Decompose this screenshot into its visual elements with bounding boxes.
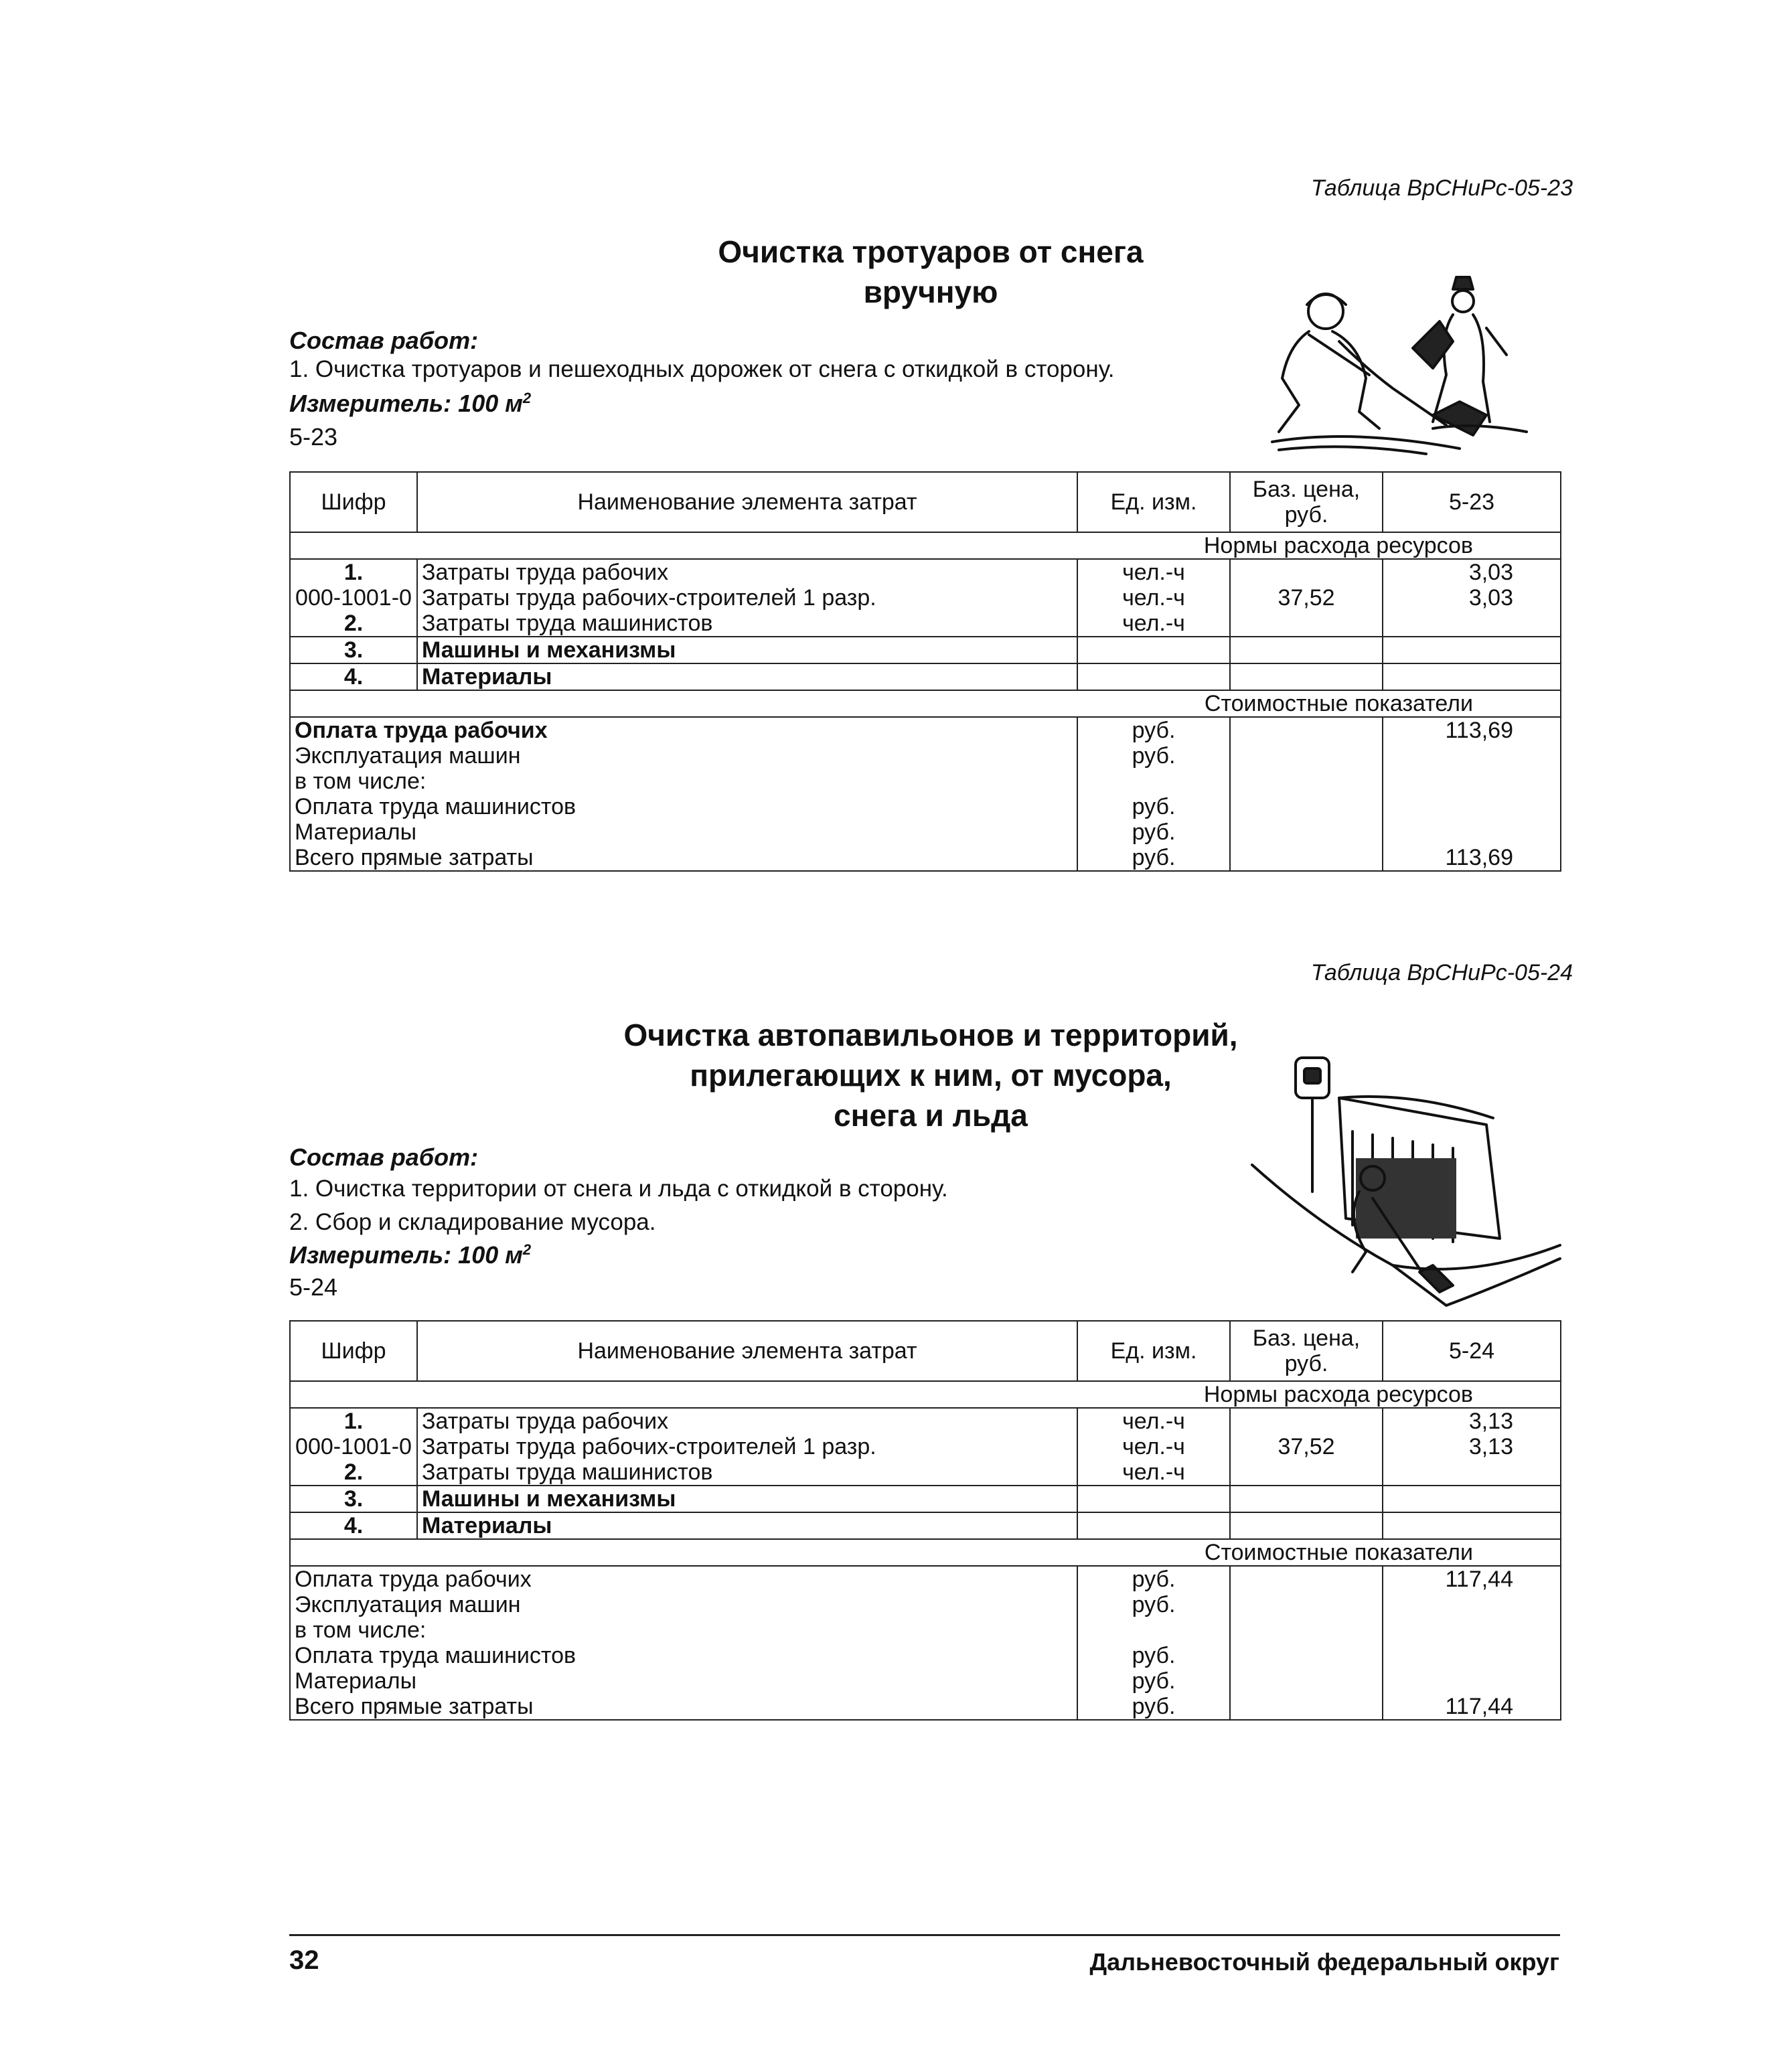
cell-price: 37,52 xyxy=(1230,585,1383,611)
cell-unit: чел.-ч xyxy=(1077,1434,1230,1459)
cost-unit: руб. xyxy=(1077,717,1230,743)
cost-row xyxy=(290,819,1561,845)
title-line: Очистка автопавильонов и территорий, xyxy=(623,1018,1238,1052)
cell-shifr: 1. xyxy=(290,1408,417,1434)
cost-value xyxy=(1383,1617,1561,1643)
cost-unit: руб. xyxy=(1077,1694,1230,1720)
cell-shifr: 2. xyxy=(290,1459,417,1486)
measure-text: Измеритель: 100 м xyxy=(289,390,523,417)
section-title xyxy=(509,232,1353,312)
cell-name: Затраты труда рабочих xyxy=(417,1408,1077,1434)
header-name: Наименование элемента затрат xyxy=(417,1321,1077,1381)
cell-name: Машины и механизмы xyxy=(417,1486,1077,1512)
header-price: Баз. цена, руб. xyxy=(1230,472,1383,532)
header-unit: Ед. изм. xyxy=(1077,1321,1230,1381)
table-row xyxy=(290,611,1561,637)
cell-value xyxy=(1383,663,1561,690)
measure-text: Измеритель: 100 м xyxy=(289,1241,523,1269)
cell-shifr: 000-1001-0 xyxy=(290,585,417,611)
cost-name: в том числе: xyxy=(290,1617,1077,1643)
section-row xyxy=(290,690,1561,717)
table-row xyxy=(290,1459,1561,1486)
cost-unit: руб. xyxy=(1077,794,1230,819)
cost-value xyxy=(1383,1592,1561,1617)
table-row xyxy=(290,585,1561,611)
table-header-row xyxy=(290,1321,1561,1381)
cost-price xyxy=(1230,794,1383,819)
cost-name: Оплата труда машинистов xyxy=(290,1643,1077,1668)
table-row xyxy=(290,637,1561,663)
cell-price xyxy=(1230,559,1383,585)
cell-unit: чел.-ч xyxy=(1077,585,1230,611)
cost-name: в том числе: xyxy=(290,769,1077,794)
table-code: 5-23 xyxy=(289,423,338,451)
footer-divider xyxy=(289,1934,1560,1936)
work-composition-label: Состав работ: xyxy=(289,1143,479,1171)
table-label: Таблица ВрСНиРс-05-24 xyxy=(1310,960,1573,985)
cost-row xyxy=(290,1617,1561,1643)
section-row xyxy=(290,1539,1561,1566)
cell-unit xyxy=(1077,1512,1230,1539)
cost-row xyxy=(290,769,1561,794)
cost-value xyxy=(1383,1668,1561,1694)
cost-price xyxy=(1230,1566,1383,1592)
cost-row xyxy=(290,1643,1561,1668)
table-label: Таблица ВрСНиРс-05-23 xyxy=(1310,175,1573,201)
cell-name: Затраты труда рабочих-строителей 1 разр. xyxy=(417,585,1077,611)
cost-value: 117,44 xyxy=(1383,1694,1561,1720)
cell-value xyxy=(1383,1512,1561,1539)
section-title xyxy=(509,1015,1353,1135)
cell-shifr: 3. xyxy=(290,1486,417,1512)
title-line: прилегающих к ним, от мусора, xyxy=(690,1058,1172,1093)
cost-row xyxy=(290,1592,1561,1617)
cost-price xyxy=(1230,1668,1383,1694)
cell-price xyxy=(1230,663,1383,690)
cell-value: 3,03 xyxy=(1383,585,1561,611)
cell-unit xyxy=(1077,637,1230,663)
cell-value xyxy=(1383,1486,1561,1512)
header-norm: 5-23 xyxy=(1383,472,1561,532)
cell-unit xyxy=(1077,1486,1230,1512)
cost-unit: руб. xyxy=(1077,1566,1230,1592)
title-line: Очистка тротуаров от снега xyxy=(718,234,1144,269)
cell-name: Затраты труда рабочих-строителей 1 разр. xyxy=(417,1434,1077,1459)
cost-table xyxy=(289,471,1561,872)
table-row xyxy=(290,559,1561,585)
table-row xyxy=(290,1512,1561,1539)
cost-name: Эксплуатация машин xyxy=(290,1592,1077,1617)
cost-row xyxy=(290,1668,1561,1694)
cost-price xyxy=(1230,1694,1383,1720)
table-row xyxy=(290,663,1561,690)
table-code: 5-24 xyxy=(289,1273,338,1301)
table-header-row xyxy=(290,472,1561,532)
cell-name: Затраты труда рабочих xyxy=(417,559,1077,585)
cell-price xyxy=(1230,611,1383,637)
cell-shifr: 4. xyxy=(290,663,417,690)
title-line: снега и льда xyxy=(834,1098,1028,1133)
section-row xyxy=(290,532,1561,559)
cell-name: Материалы xyxy=(417,1512,1077,1539)
cost-price xyxy=(1230,717,1383,743)
section-norms: Нормы расхода ресурсов xyxy=(290,532,1561,559)
section-row xyxy=(290,1381,1561,1408)
cost-name: Эксплуатация машин xyxy=(290,743,1077,769)
cost-unit: руб. xyxy=(1077,1668,1230,1694)
cost-value: 113,69 xyxy=(1383,717,1561,743)
snow-shoveling-icon xyxy=(1232,274,1547,455)
cost-price xyxy=(1230,769,1383,794)
cell-price xyxy=(1230,1459,1383,1486)
cost-value: 113,69 xyxy=(1383,845,1561,871)
cost-row xyxy=(290,1566,1561,1592)
cost-name: Оплата труда рабочих xyxy=(290,1566,1077,1592)
cost-unit: руб. xyxy=(1077,845,1230,871)
cost-name: Материалы xyxy=(290,819,1077,845)
section-norms: Нормы расхода ресурсов xyxy=(290,1381,1561,1408)
cost-price xyxy=(1230,1592,1383,1617)
cost-price xyxy=(1230,819,1383,845)
cell-unit: чел.-ч xyxy=(1077,1408,1230,1434)
cost-row xyxy=(290,743,1561,769)
cell-shifr: 3. xyxy=(290,637,417,663)
cell-name: Материалы xyxy=(417,663,1077,690)
cost-value xyxy=(1383,794,1561,819)
cell-value: 3,13 xyxy=(1383,1434,1561,1459)
header-shifr: Шифр xyxy=(290,472,417,532)
cost-name: Материалы xyxy=(290,1668,1077,1694)
cell-price xyxy=(1230,1408,1383,1434)
section-costs: Стоимостные показатели xyxy=(290,1539,1561,1566)
cost-value xyxy=(1383,743,1561,769)
title-line: вручную xyxy=(863,274,998,309)
measure-sup: 2 xyxy=(522,1241,532,1258)
measure-sup: 2 xyxy=(522,390,532,406)
cost-unit xyxy=(1077,1617,1230,1643)
cell-value xyxy=(1383,1459,1561,1486)
cell-shifr: 4. xyxy=(290,1512,417,1539)
cell-unit: чел.-ч xyxy=(1077,1459,1230,1486)
cost-price xyxy=(1230,1617,1383,1643)
cell-shifr: 000-1001-0 xyxy=(290,1434,417,1459)
cost-row xyxy=(290,1694,1561,1720)
header-name: Наименование элемента затрат xyxy=(417,472,1077,532)
table-row xyxy=(290,1434,1561,1459)
section-costs: Стоимостные показатели xyxy=(290,690,1561,717)
cost-price xyxy=(1230,743,1383,769)
cell-value xyxy=(1383,637,1561,663)
cell-unit: чел.-ч xyxy=(1077,611,1230,637)
cost-name: Всего прямые затраты xyxy=(290,1694,1077,1720)
cost-value: 117,44 xyxy=(1383,1566,1561,1592)
footer-region: Дальневосточный федеральный округ xyxy=(1089,1948,1559,1976)
cell-unit xyxy=(1077,663,1230,690)
cell-price: 37,52 xyxy=(1230,1434,1383,1459)
cell-shifr: 2. xyxy=(290,611,417,637)
work-item: 1. Очистка тротуаров и пешеходных дорожек от снега с откидкой в сторону. xyxy=(289,356,1115,382)
header-norm: 5-24 xyxy=(1383,1321,1561,1381)
cell-value xyxy=(1383,611,1561,637)
page-number: 32 xyxy=(289,1945,319,1975)
cost-unit xyxy=(1077,769,1230,794)
cost-name: Оплата труда машинистов xyxy=(290,794,1077,819)
cost-price xyxy=(1230,1643,1383,1668)
work-item: 2. Сбор и складирование мусора. xyxy=(289,1209,656,1235)
cell-unit: чел.-ч xyxy=(1077,559,1230,585)
cost-unit: руб. xyxy=(1077,743,1230,769)
cost-unit: руб. xyxy=(1077,1643,1230,1668)
cell-price xyxy=(1230,1486,1383,1512)
cost-row xyxy=(290,794,1561,819)
measure-label xyxy=(289,1241,531,1269)
work-composition-label: Состав работ: xyxy=(289,327,479,354)
cost-price xyxy=(1230,845,1383,871)
table-row xyxy=(290,1408,1561,1434)
cell-name: Затраты труда машинистов xyxy=(417,611,1077,637)
cell-shifr: 1. xyxy=(290,559,417,585)
cost-row xyxy=(290,717,1561,743)
cost-value xyxy=(1383,769,1561,794)
header-price: Баз. цена, руб. xyxy=(1230,1321,1383,1381)
header-shifr: Шифр xyxy=(290,1321,417,1381)
cost-value xyxy=(1383,819,1561,845)
cell-name: Машины и механизмы xyxy=(417,637,1077,663)
cell-name: Затраты труда машинистов xyxy=(417,1459,1077,1486)
cost-table xyxy=(289,1320,1561,1721)
cost-value xyxy=(1383,1643,1561,1668)
cost-name: Оплата труда рабочих xyxy=(290,717,1077,743)
cell-value: 3,13 xyxy=(1383,1408,1561,1434)
cell-value: 3,03 xyxy=(1383,559,1561,585)
cell-price xyxy=(1230,637,1383,663)
cost-name: Всего прямые затраты xyxy=(290,845,1077,871)
cell-price xyxy=(1230,1512,1383,1539)
cost-row xyxy=(290,845,1561,871)
table-row xyxy=(290,1486,1561,1512)
cost-unit: руб. xyxy=(1077,819,1230,845)
header-unit: Ед. изм. xyxy=(1077,472,1230,532)
measure-label xyxy=(289,390,531,418)
cost-unit: руб. xyxy=(1077,1592,1230,1617)
work-item: 1. Очистка территории от снега и льда с откидкой в сторону. xyxy=(289,1176,948,1202)
bus-stop-cleaning-icon xyxy=(1239,1044,1567,1312)
